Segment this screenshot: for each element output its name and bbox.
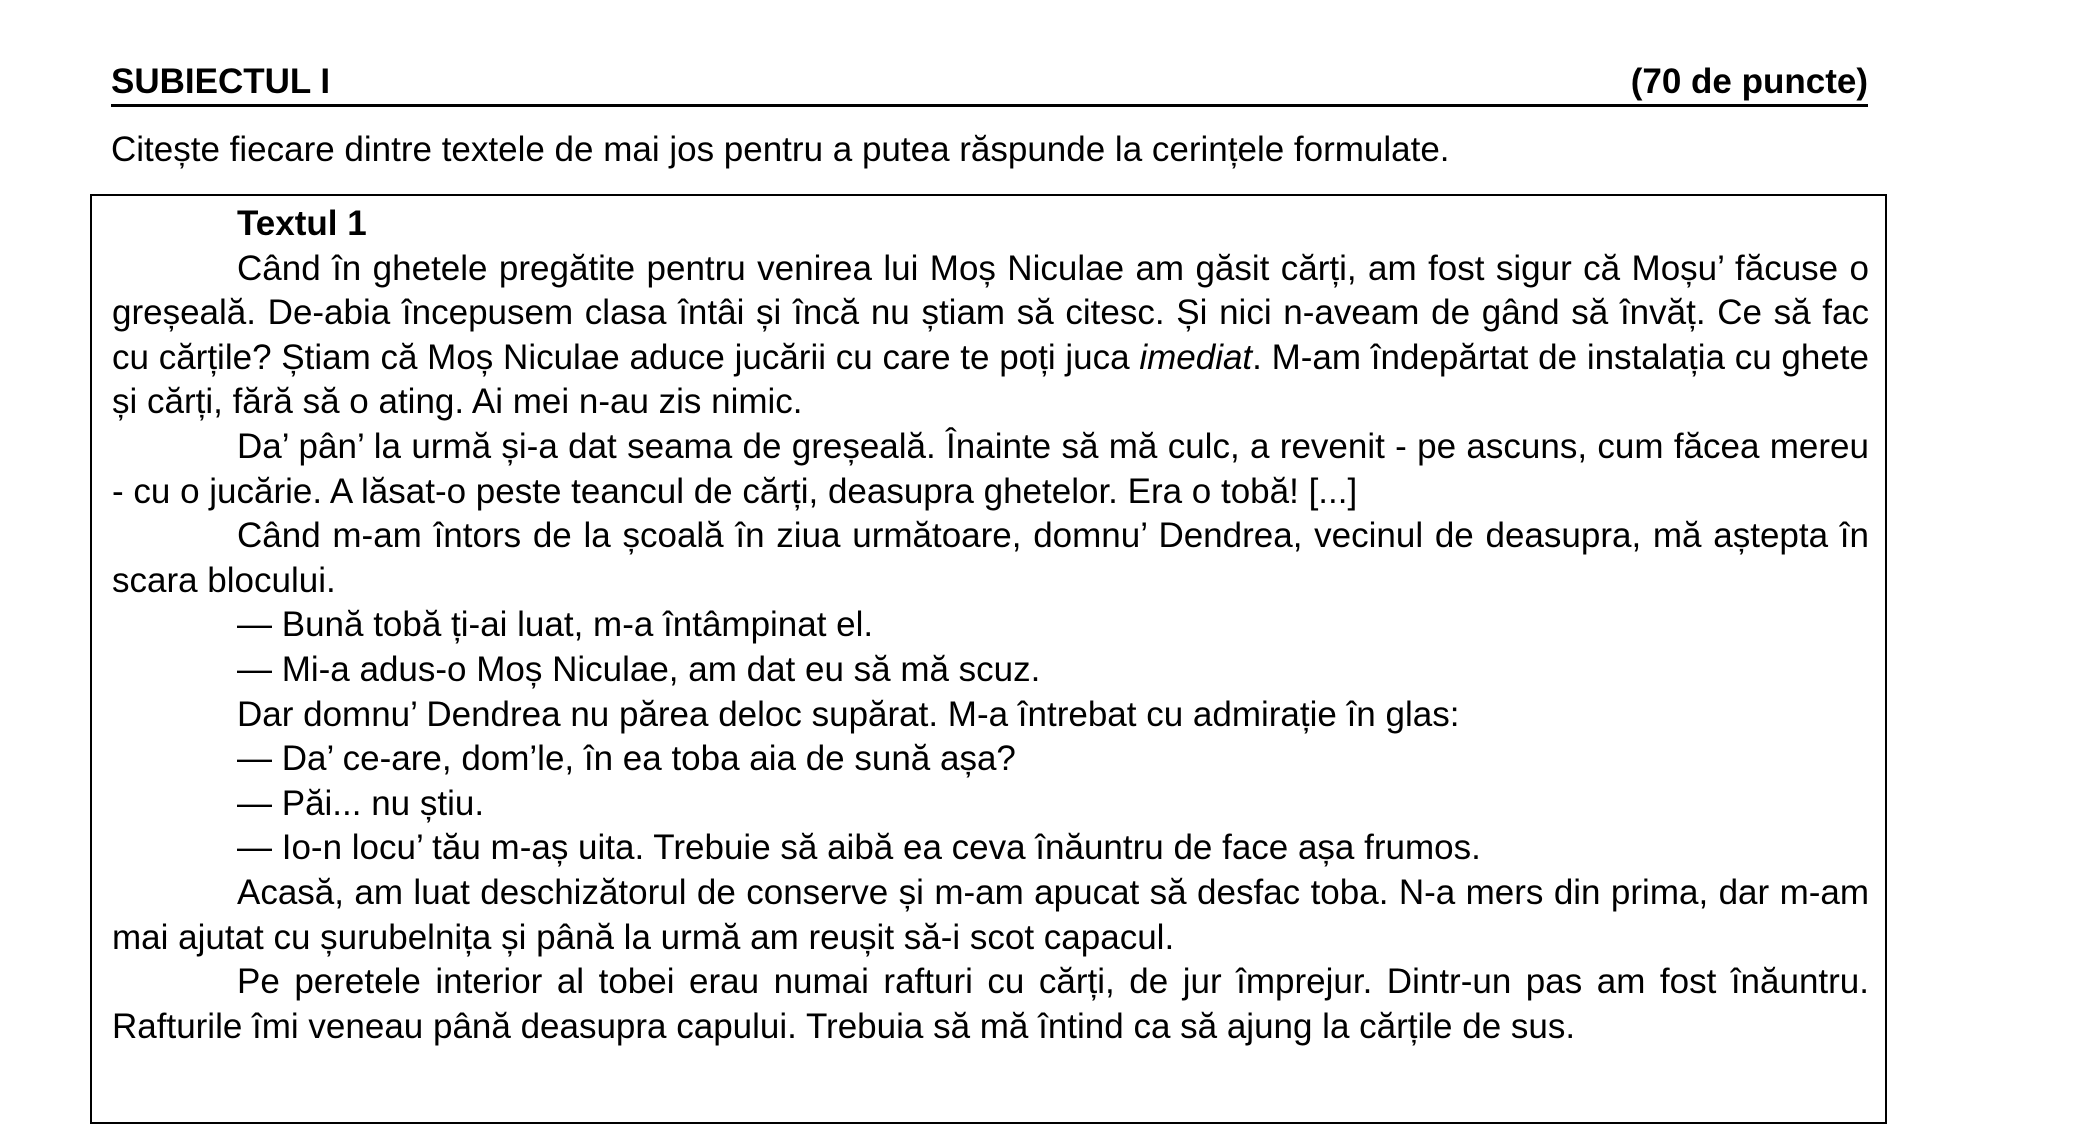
dialogue-line-5: — Io-n locu’ tău m-aș uita. Trebuie să aibă ea ceva înăuntru de face așa frumos. [237,828,1481,868]
paragraph-1-part-b: . M-am îndepărtat de instalația cu ghete și cărți, fără să o ating. Ai mei n-au zis nimic. [112,337,1869,422]
paragraph-1-part-a: Când în ghetele pregătite pentru venirea lui Moș Niculae am găsit cărți, am fost sigur că Moșu’ făcuse o greșeală. De-abia începusem clasa întâi și încă nu știam să citesc. Și nici n-aveam de gând să învăț. Ce să fac cu cărțile? Știam că Moș Niculae aduce jucării cu care te poți juca [112,248,1869,377]
paragraph-6: Pe peretele interior al tobei erau numai rafturi cu cărți, de jur împrejur. Dintr-un pas am fost înăuntru. Rafturile îmi veneau până deasupra capului. Trebuia să mă întind ca să ajung la cărțile de sus. [112,962,1869,1046]
subject-title: SUBIECTUL I [111,62,331,101]
text-1-frame [90,194,1887,1124]
paragraph-1-italic: imediat [1139,337,1253,377]
text-1-body [112,202,1869,1049]
paragraph-2: Da’ pân’ la urmă și-a dat seama de greșeală. Înainte să mă culc, a revenit - pe ascuns, cum făcea mereu - cu o jucărie. A lăsat-o peste teancul de cărți, deasupra ghetelor. Era o tobă! [...] [112,426,1869,511]
paragraph-5: Acasă, am luat deschizătorul de conserve și m-am apucat să desfac toba. N-a mers din prima, dar m-am mai ajutat cu șurubelnița și până la urmă am reușit să-i scot capacul. [112,872,1869,957]
subject-header [111,60,1868,107]
dialogue-line-2: — Mi-a adus-o Moș Niculae, am dat eu să mă scuz. [237,649,1041,689]
subject-points: (70 de puncte) [1630,62,1868,101]
dialogue-line-1: — Bună tobă ți-ai luat, m-a întâmpinat el. [237,605,874,645]
dialogue-line-3: — Da’ ce-are, dom’le, în ea toba aia de sună așa? [237,739,1016,779]
paragraph-1 [112,247,1869,425]
paragraph-4: Dar domnu’ Dendrea nu părea deloc supărat. M-a întrebat cu admirație în glas: [237,694,1460,734]
instructions-text: Citește fiecare dintre textele de mai jos pentru a putea răspunde la cerințele formulate. [111,130,1450,169]
paragraph-3: Când m-am întors de la școală în ziua următoare, domnu’ Dendrea, vecinul de deasupra, mă aștepta în scara blocului. [112,516,1869,600]
text-1-title: Textul 1 [237,204,367,243]
dialogue-line-4: — Păi... nu știu. [237,783,485,823]
